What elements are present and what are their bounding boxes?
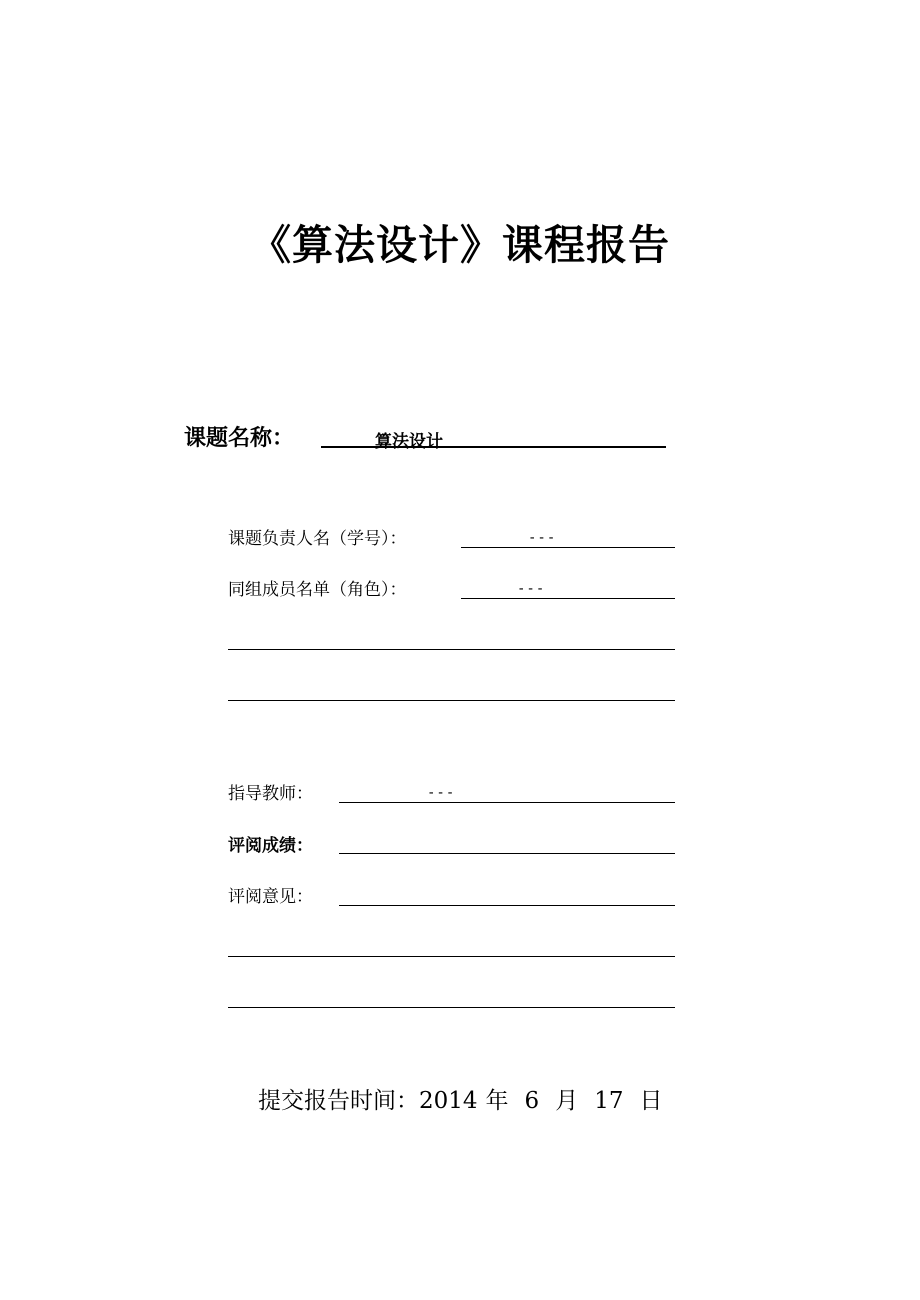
submission-day-unit: 日: [639, 1088, 663, 1114]
submission-date: [258, 1087, 662, 1115]
submission-day: 17: [594, 1088, 624, 1114]
members-extra-line-1: [228, 649, 675, 650]
leader-underline: [461, 547, 675, 548]
leader-value: ---: [528, 530, 557, 546]
report-title: 《算法设计》课程报告: [250, 221, 670, 269]
topic-value: 算法设计: [375, 432, 443, 452]
comments-extra-line-1: [228, 956, 675, 957]
comments-label: 评阅意见：: [228, 887, 313, 907]
comments-extra-line-2: [228, 1007, 675, 1008]
submission-year-unit: 年: [485, 1088, 509, 1114]
advisor-label: 指导教师：: [228, 784, 313, 804]
members-label: 同组成员名单（角色）：: [228, 580, 407, 600]
advisor-value: ---: [427, 785, 456, 801]
submission-year: 2014: [419, 1088, 478, 1114]
grade-underline: [339, 853, 675, 854]
submission-month: 6: [524, 1088, 540, 1114]
comments-underline: [339, 905, 675, 906]
members-value: ---: [517, 581, 546, 597]
members-underline: [461, 598, 675, 599]
advisor-underline: [339, 802, 675, 803]
submission-month-unit: 月: [555, 1088, 579, 1114]
grade-label: 评阅成绩：: [228, 836, 313, 856]
leader-label: 课题负责人名（学号）：: [228, 529, 407, 549]
topic-label: 课题名称：: [184, 426, 295, 451]
topic-underline: [321, 446, 666, 448]
members-extra-line-2: [228, 700, 675, 701]
submission-label: 提交报告时间：: [258, 1088, 419, 1114]
